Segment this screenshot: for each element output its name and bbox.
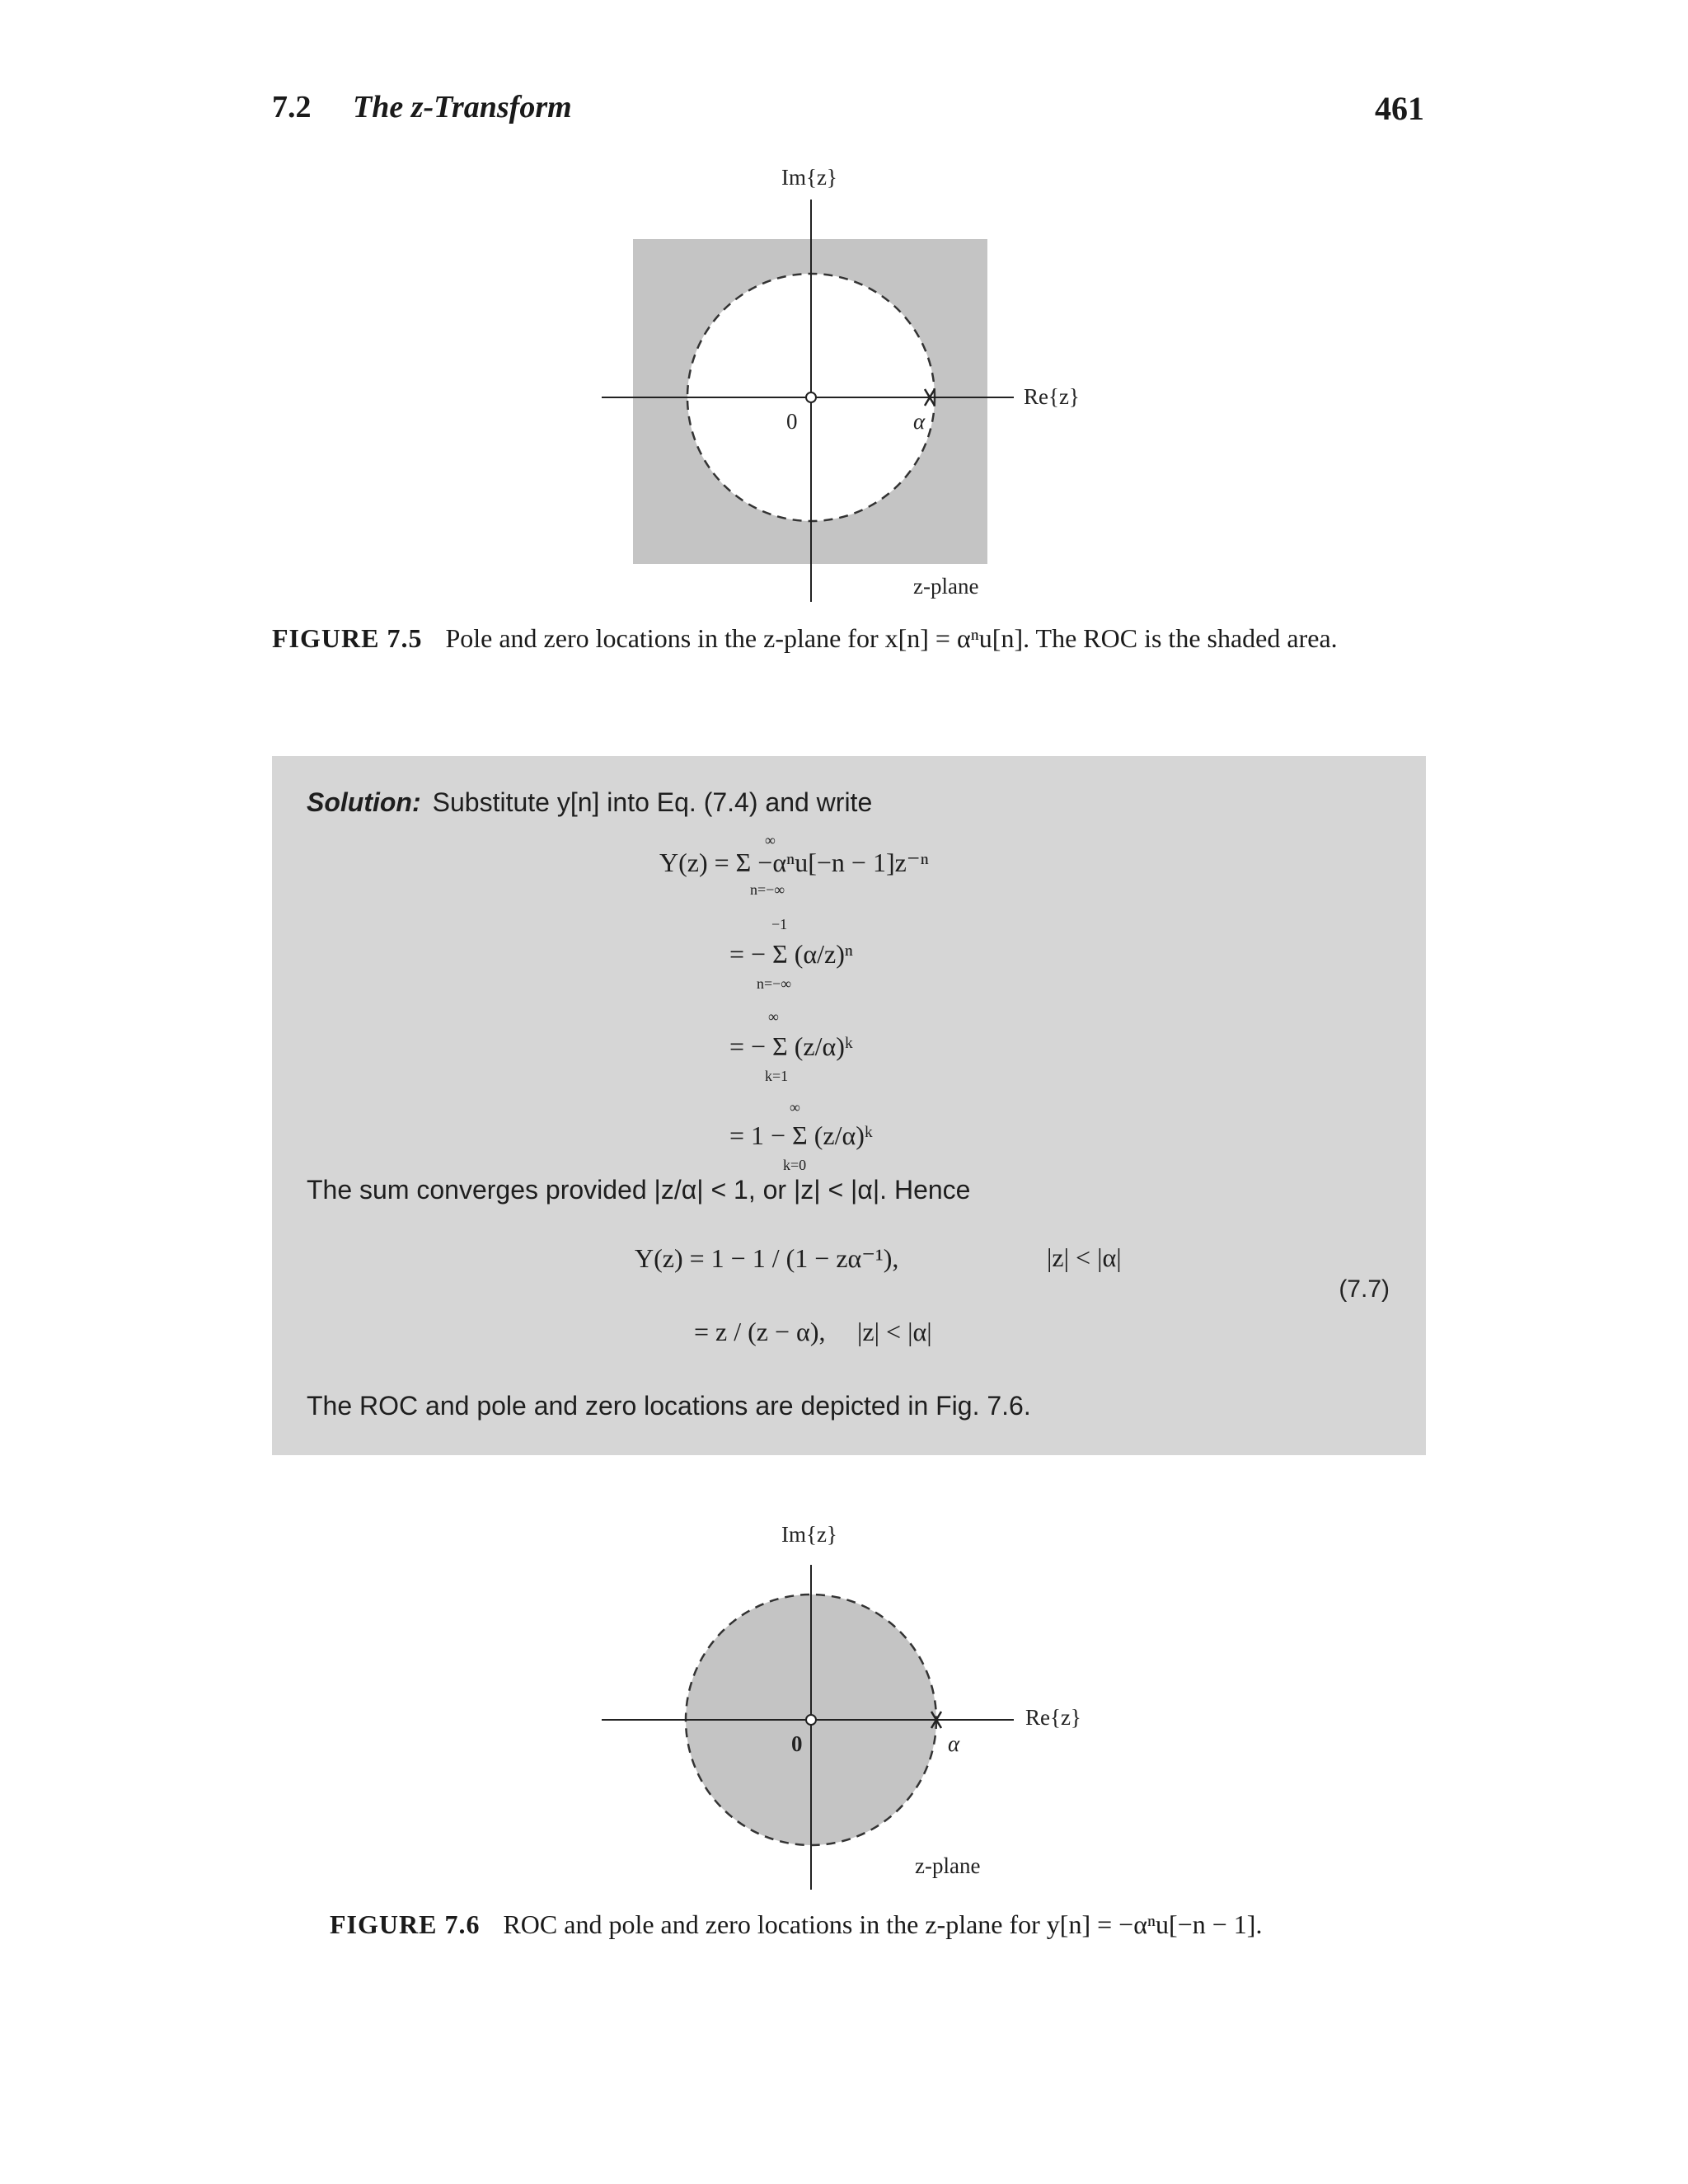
equation-line-3-lower: k=1: [765, 1068, 789, 1084]
figure-7-5-caption: [272, 618, 1426, 658]
equation-line-4: = 1 − Σ (z/α)ᵏ: [729, 1120, 873, 1150]
equation-line-3: = − Σ (z/α)ᵏ: [729, 1031, 853, 1061]
equation-number: (7.7): [1339, 1275, 1390, 1303]
equation-line-3-upper: ∞: [768, 1008, 779, 1025]
equation-line-4-upper: ∞: [790, 1099, 800, 1115]
section-number: 7.2: [272, 90, 312, 124]
equation-line-2-lower: n=−∞: [757, 975, 792, 992]
solution-heading: Solution:: [307, 787, 421, 817]
result-line-2-condition: |z| < |α|: [857, 1317, 932, 1346]
re-axis-label: Re{z}: [1024, 384, 1080, 409]
im-axis-label: Im{z}: [781, 165, 837, 190]
pole-label: α: [948, 1731, 960, 1756]
zero-marker: [806, 392, 816, 402]
zero-marker: [806, 1715, 816, 1725]
figure-7-5-plot: [593, 165, 1170, 610]
re-axis-label: Re{z}: [1025, 1705, 1081, 1730]
figure-7-6-caption: [330, 1905, 1426, 1944]
result-line-1-condition: |z| < |α|: [1047, 1242, 1122, 1272]
im-axis-label: Im{z}: [781, 1522, 837, 1547]
origin-label: 0: [786, 409, 798, 434]
plane-label: z-plane: [915, 1853, 981, 1878]
figure-7-6: [593, 1517, 1170, 1896]
caption-text: Pole and zero locations in the z-plane for x[n] = αⁿu[n]. The ROC is the shaded area.: [445, 623, 1338, 653]
equation-line-1: Y(z) = Σ −αⁿu[−n − 1]z⁻ⁿ: [659, 848, 929, 877]
convergence-text: The sum converges provided |z/α| < 1, or |z| < |α|. Hence: [307, 1175, 971, 1205]
pole-label: α: [913, 409, 926, 434]
origin-label: 0: [791, 1731, 803, 1756]
equation-line-1-upper: ∞: [765, 832, 776, 848]
caption-label: FIGURE 7.6: [330, 1909, 481, 1939]
result-line-2: = z / (z − α),: [694, 1317, 826, 1346]
figure-7-6-plot: [593, 1517, 1170, 1896]
running-header: [272, 89, 1424, 139]
result-line-1: Y(z) = 1 − 1 / (1 − zα⁻¹),: [635, 1243, 899, 1273]
closing-text: The ROC and pole and zero locations are depicted in Fig. 7.6.: [307, 1391, 1031, 1421]
caption-label: FIGURE 7.5: [272, 623, 423, 653]
equation-line-1-lower: n=−∞: [750, 881, 785, 898]
solution-intro: Substitute y[n] into Eq. (7.4) and write: [432, 787, 873, 817]
solution-intro-line: [307, 787, 872, 818]
equation-line-4-lower: k=0: [783, 1157, 807, 1173]
equation-line-2-upper: −1: [771, 916, 788, 932]
caption-text: ROC and pole and zero locations in the z-plane for y[n] = −αⁿu[−n − 1].: [503, 1909, 1263, 1939]
page-number: 461: [1375, 90, 1424, 127]
equation-line-2: = − Σ (α/z)ⁿ: [729, 939, 853, 969]
figure-7-5: [593, 165, 1170, 610]
plane-label: z-plane: [913, 574, 979, 599]
solution-box: [272, 756, 1426, 1455]
section-title: The z-Transform: [353, 90, 572, 124]
